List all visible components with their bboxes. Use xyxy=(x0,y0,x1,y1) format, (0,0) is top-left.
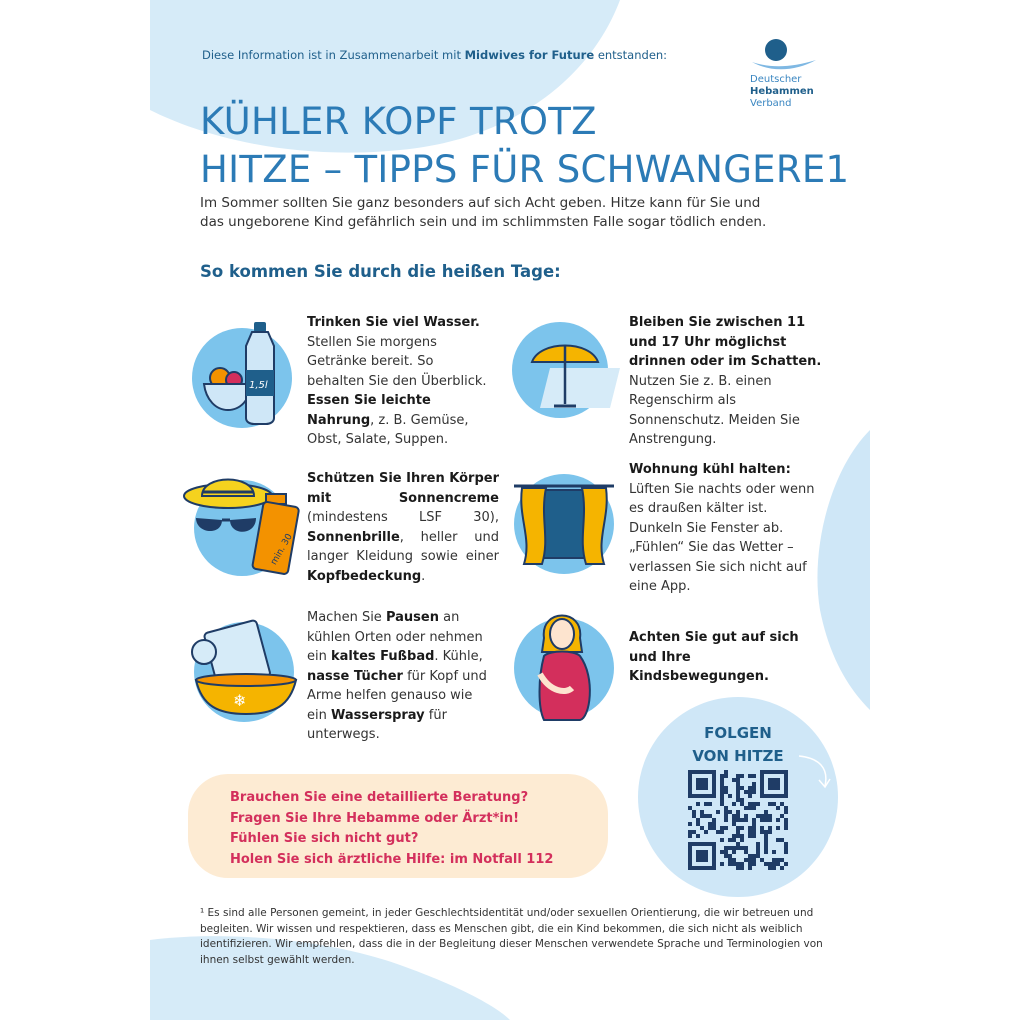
water-bottle-icon xyxy=(246,322,274,424)
dhv-logo: Deutscher Hebammen Verband xyxy=(750,38,840,110)
parasol-illustration xyxy=(510,320,620,420)
sun-protection-illustration xyxy=(182,466,304,578)
cooling-illustration xyxy=(186,614,306,724)
qr-code-icon[interactable] xyxy=(688,770,788,870)
arrow-icon xyxy=(795,752,835,792)
logo-mark-icon xyxy=(750,38,820,70)
lead-paragraph: Im Sommer sollten Sie ganz besonders auf sich Acht geben. Hitze kann für Sie und das ungeborene Kind gefährlich sein und im schlimmsten Falle sogar tödlich enden. xyxy=(200,195,767,230)
advice-callout-text: Brauchen Sie eine detaillierte Beratung? Fragen Sie Ihre Hebamme oder Ärzt*in! Fühlen Sie sich nicht gut? Holen Sie sich ärztliche Hilfe: im Notfall 112 xyxy=(230,790,554,867)
partner-note: Diese Information ist in Zusammenarbeit mit Midwives for Future entstanden: xyxy=(202,48,668,62)
partner-name: Midwives for Future xyxy=(464,48,595,62)
sunscreen-label: min. 30 xyxy=(269,532,295,567)
bottle-label: 1,5l xyxy=(249,380,268,391)
tip-protection: Schützen Sie Ihren Körper mit Sonnencreme (mindestens LSF 30), Sonnenbrille, heller und langer Kleidung sowie einer Kopfbedeckung. xyxy=(307,471,499,584)
tip-care: Achten Sie gut auf sich und Ihre Kindsbewegungen. xyxy=(629,630,799,684)
tip-home: Wohnung kühl halten: Lüften Sie nachts oder wenn es draußen kälter ist. Dunkeln Sie Fenster ab. „Fühlen“ Sie das Wetter – verlassen Sie sich nicht auf eine App. xyxy=(629,462,815,594)
page-title: KÜHLER KOPF TROTZ HITZE – TIPPS FÜR SCHWANGERE1 xyxy=(200,100,850,191)
svg-text:❄: ❄ xyxy=(233,691,247,710)
tip-shade: Bleiben Sie zwischen 11 und 17 Uhr möglichst drinnen oder im Schatten. Nutzen Sie z. B. einen Regenschirm als Sonnenschutz. Meiden Sie Anstrengung. xyxy=(629,315,822,447)
flyer-page xyxy=(150,0,870,1020)
tip-water: Trinken Sie viel Wasser. Stellen Sie morgens Getränke bereit. So behalten Sie den Überblick. Essen Sie leichte Nahrung, z. B. Gemüse, Obst, Salate, Suppen. xyxy=(307,315,487,447)
window-curtains-icon xyxy=(514,486,614,564)
window-illustration xyxy=(510,468,620,578)
follow-title: FOLGEN VON HITZE xyxy=(692,724,784,765)
pregnant-woman-illustration xyxy=(510,608,620,723)
section-heading: So kommen Sie durch die heißen Tage: xyxy=(200,262,561,281)
water-food-illustration xyxy=(190,318,300,428)
tip-pause: Machen Sie Pausen an kühlen Orten oder nehmen ein kaltes Fußbad. Kühle, nasse Tücher für Kopf und Arme helfen genauso wie ein Wasserspray für unterwegs. xyxy=(307,610,487,742)
footnote: ¹ Es sind alle Personen gemeint, in jeder Geschlechtsidentität und/oder sexuellen Orientierung, die wir betreuen und begleiten. Wir wissen und respektieren, dass es Menschen gibt, die ein Kind bekommen, die sich nicht als weiblich identifizieren. Wir empfehlen, dass die in der Begleitung dieser Menschen verwendete Sprache und Terminologien von ihnen selbst gewählt werden. xyxy=(200,907,823,966)
